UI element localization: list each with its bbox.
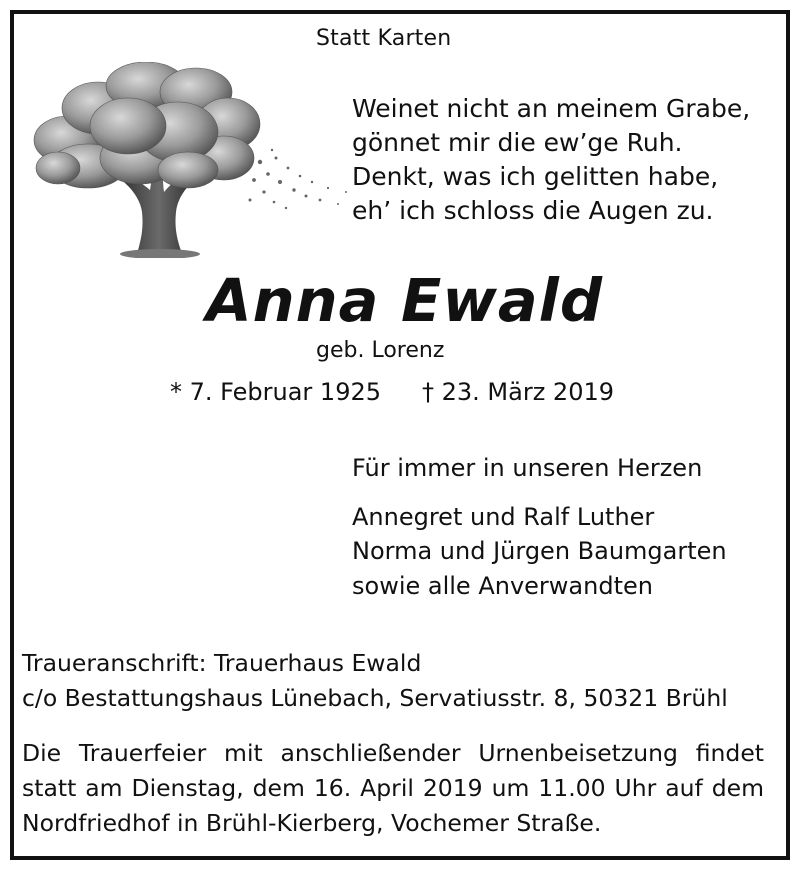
poem-line: eh’ ich schloss die Augen zu.: [352, 196, 714, 225]
death-date: † 23. März 2019: [422, 378, 615, 406]
deceased-name: Anna Ewald: [206, 266, 604, 335]
birth-date: * 7. Februar 1925: [170, 378, 382, 406]
ceremony-line: statt am Dienstag, dem 16. April 2019 um 11.00 Uhr auf dem: [22, 774, 764, 802]
memorial-line: Für immer in unseren Herzen: [352, 454, 703, 482]
poem-line: Weinet nicht an meinem Grabe,: [352, 94, 751, 123]
mourners-list: [352, 500, 727, 568]
poem: [352, 92, 750, 228]
poem-line: Denkt, was ich gelitten habe,: [352, 162, 719, 191]
header-statt-karten: Statt Karten: [316, 26, 452, 51]
mourner: Annegret und Ralf Luther: [352, 503, 655, 531]
mourning-address: [22, 646, 728, 716]
mourner: Norma und Jürgen Baumgarten: [352, 537, 727, 565]
tree-illustration: [28, 62, 358, 258]
ceremony-line: Nordfriedhof in Brühl-Kierberg, Vochemer Straße.: [22, 809, 602, 837]
ceremony-notice: [22, 736, 764, 841]
poem-line: gönnet mir die ew’ge Ruh.: [352, 128, 683, 157]
relatives-line: sowie alle Anverwandten: [352, 572, 653, 600]
birth-name: geb. Lorenz: [316, 338, 445, 363]
ceremony-line: Die Trauerfeier mit anschließender Urnenbeisetzung findet: [22, 739, 764, 767]
address-line: c/o Bestattungshaus Lünebach, Servatiusstr. 8, 50321 Brühl: [22, 684, 728, 712]
address-line: Traueranschrift: Trauerhaus Ewald: [22, 649, 422, 677]
